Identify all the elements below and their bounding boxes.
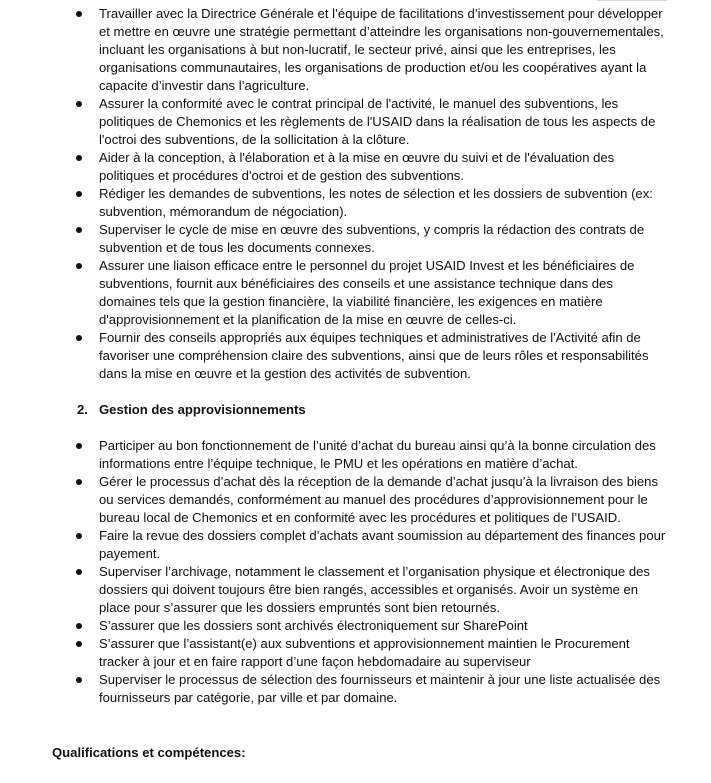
list-item: Superviser l’archivage, notamment le classement et l’organisation physique et électronique des dossiers qui doivent toujours être bien rangés, accessibles et organisés. Avoir un système en place pour s’assurer que les dossiers empruntés sont bien retournés. (0, 563, 711, 617)
section-title: Gestion des approvisionnements (99, 402, 306, 417)
list-item: Assurer une liaison efficace entre le personnel du projet USAID Invest et les bénéficiaires de subventions, fournit aux bénéficiaires des conseils et une assistance technique dans des domaines tels que la gestion financière, la viabilité financière, les exigences en matière d'approvisionnement et la planification de la mise en œuvre de celles-ci. (0, 257, 711, 329)
list-item: Travailler avec la Directrice Générale et l’équipe de facilitations d’investissement pour développer et mettre en œuvre une stratégie permettant d’atteindre les organisations non-gouvernementales, incluant les organisations à but non-lucratif, le secteur privé, ainsi que les entreprises, les organisations communautaires, les organisations de production et/ou les coopératives ayant la capacite d’investir dans l’agriculture. (0, 5, 711, 95)
bullet-icon (76, 11, 82, 17)
responsibilities-list (0, 5, 711, 383)
bullet-icon (76, 335, 82, 341)
section-heading (77, 401, 306, 419)
bullet-icon (76, 443, 82, 449)
bullet-icon (76, 533, 82, 539)
header-rule (597, 0, 667, 1)
bullet-icon (76, 479, 82, 485)
bullet-icon (76, 569, 82, 575)
qualifications-heading: Qualifications et compétences: (52, 745, 246, 760)
section-number: 2. (77, 402, 88, 417)
bullet-icon (76, 191, 82, 197)
list-item: Superviser le processus de sélection des fournisseurs et maintenir à jour une liste actualisée des fournisseurs par catégorie, par ville et par domaine. (0, 671, 711, 707)
bullet-icon (76, 641, 82, 647)
list-item: Faire la revue des dossiers complet d’achats avant soumission au département des finances pour payement. (0, 527, 711, 563)
list-item: Participer au bon fonctionnement de l’unité d’achat du bureau ainsi qu’à la bonne circulation des informations entre l’équipe technique, le PMU et les opérations en matière d’achat. (0, 437, 711, 473)
list-item: Aider à la conception, à l'élaboration et à la mise en œuvre du suivi et de l'évaluation des politiques et procédures d'octroi et de gestion des subventions. (0, 149, 711, 185)
list-item: Assurer la conformité avec le contrat principal de l'activité, le manuel des subventions, les politiques de Chemonics et les règlements de l'USAID dans la réalisation de tous les aspects de l'octroi des subventions, de la sollicitation à la clôture. (0, 95, 711, 149)
bullet-icon (76, 101, 82, 107)
list-item: S’assurer que l’assistant(e) aux subventions et approvisionnement maintien le Procurement tracker à jour et en faire rapport d’une façon hebdomadaire au superviseur (0, 635, 711, 671)
list-item: Gérer le processus d’achat dès la réception de la demande d’achat jusqu’à la livraison des biens ou services demandés, conformément au manuel des procédures d’approvisionnement pour le bureau local de Chemonics et en conformité avec les procédures et politiques de l’USAID. (0, 473, 711, 527)
bullet-icon (76, 623, 82, 629)
list-item: S’assurer que les dossiers sont archivés électroniquement sur SharePoint (0, 617, 711, 635)
procurement-list (0, 437, 711, 707)
bullet-icon (76, 227, 82, 233)
bullet-icon (76, 155, 82, 161)
bullet-icon (76, 677, 82, 683)
list-item: Rédiger les demandes de subventions, les notes de sélection et les dossiers de subvention (ex: subvention, mémorandum de négociation). (0, 185, 711, 221)
list-item: Fournir des conseils appropriés aux équipes techniques et administratives de l'Activité afin de favoriser une compréhension claire des subventions, ainsi que de leurs rôles et responsabilités dans la mise en œuvre et la gestion des activités de subvention. (0, 329, 711, 383)
bullet-icon (76, 263, 82, 269)
list-item: Superviser le cycle de mise en œuvre des subventions, y compris la rédaction des contrats de subvention et de tous les documents connexes. (0, 221, 711, 257)
